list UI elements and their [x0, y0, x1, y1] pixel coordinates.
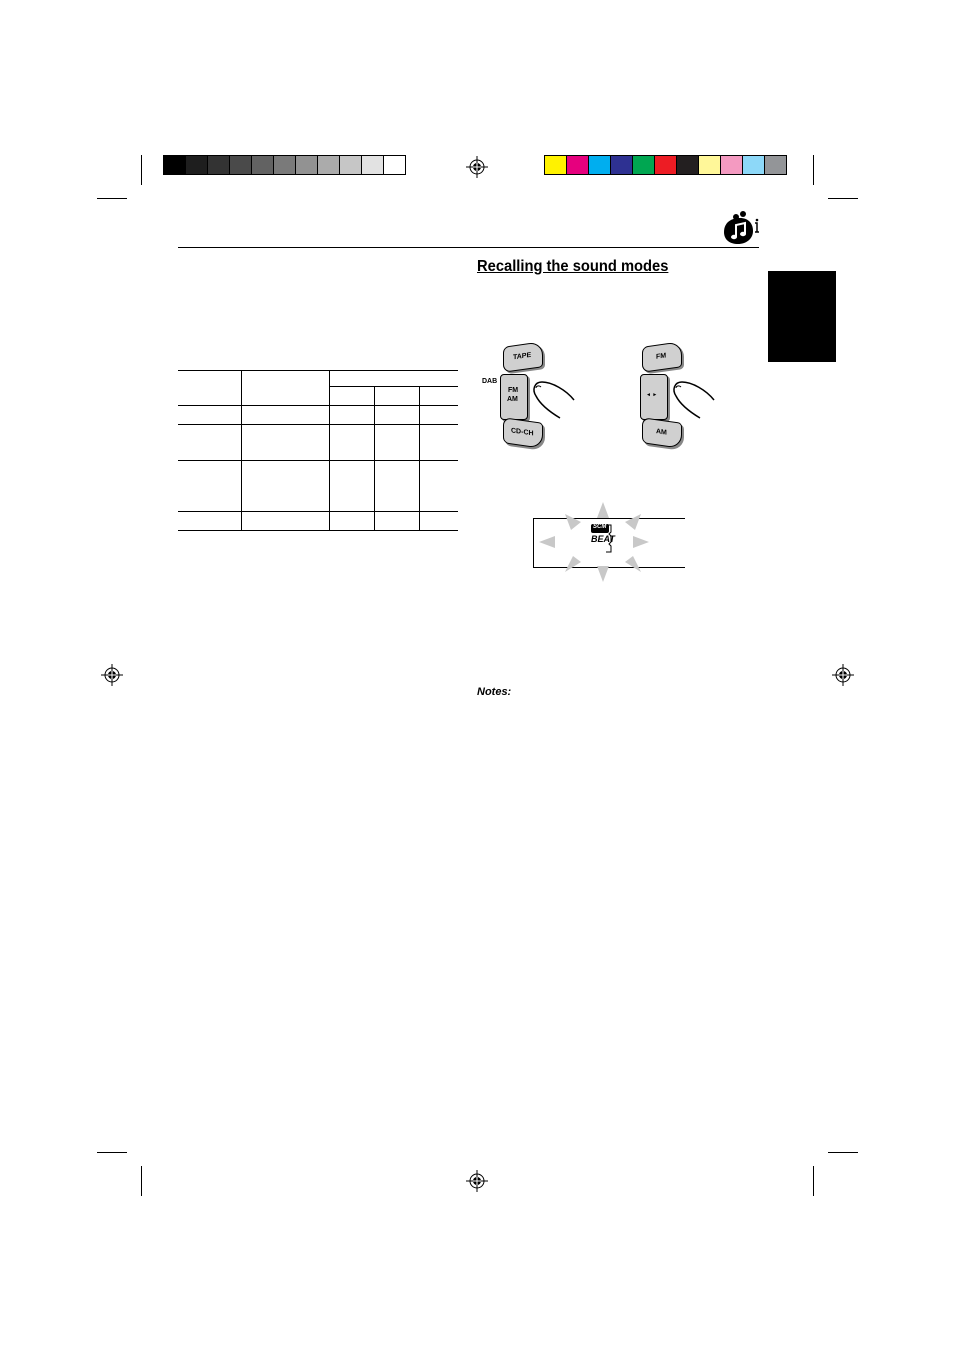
crop-mark — [828, 1152, 858, 1153]
cd-ch-button-label: CD-CH — [511, 427, 534, 438]
table-rule — [178, 370, 458, 371]
table-rule — [329, 370, 330, 530]
table-rule — [178, 511, 458, 512]
notes-heading: Notes: — [477, 686, 512, 698]
dab-label: DAB — [482, 378, 498, 385]
scm-indicator-label: SCM — [593, 524, 607, 530]
remote-illustration-right — [630, 340, 740, 450]
gray-swatch — [339, 155, 362, 175]
crop-mark — [97, 1152, 127, 1153]
tape-button-label: TAPE — [513, 351, 532, 362]
gray-swatch — [383, 155, 406, 175]
color-swatch — [588, 155, 611, 175]
gray-swatch — [185, 155, 208, 175]
color-swatch — [544, 155, 567, 175]
display-illustration — [533, 500, 685, 584]
table-rule — [178, 405, 458, 406]
table-rule — [178, 424, 458, 425]
crop-mark — [141, 155, 142, 185]
table-rule — [419, 386, 420, 530]
table-rule — [329, 386, 458, 387]
fm-label: FM — [508, 387, 519, 394]
remote-illustration-left — [478, 340, 588, 450]
fm-am-button[interactable] — [500, 374, 528, 420]
gray-swatch — [229, 155, 252, 175]
registration-mark-icon — [466, 156, 488, 178]
registration-mark-icon — [832, 664, 854, 686]
finger-press-icon — [670, 376, 716, 426]
display-bracket — [605, 524, 615, 554]
color-swatch — [654, 155, 677, 175]
fm-button[interactable] — [642, 341, 682, 373]
finger-press-icon — [530, 376, 576, 426]
table-rule — [241, 370, 242, 530]
seek-button[interactable] — [640, 374, 668, 420]
gray-swatch — [163, 155, 186, 175]
color-swatch — [632, 155, 655, 175]
table-rule — [178, 530, 458, 531]
crop-mark — [97, 198, 127, 199]
gray-swatch — [317, 155, 340, 175]
registration-mark-icon — [466, 1170, 488, 1192]
color-swatch — [610, 155, 633, 175]
language-tab — [768, 271, 836, 362]
am-label: AM — [507, 396, 518, 403]
am-button-label: AM — [656, 428, 667, 437]
color-swatch — [698, 155, 721, 175]
registration-mark-icon — [101, 664, 123, 686]
color-swatch — [566, 155, 589, 175]
fm-button-label: FM — [656, 352, 667, 361]
table-rule — [374, 386, 375, 530]
gray-swatch — [361, 155, 384, 175]
gray-swatch — [207, 155, 230, 175]
gray-swatch — [295, 155, 318, 175]
gray-swatch — [273, 155, 296, 175]
crop-mark — [828, 198, 858, 199]
color-swatch — [764, 155, 787, 175]
crop-mark — [813, 1166, 814, 1196]
sound-mode-label: BEAT — [591, 534, 615, 544]
crop-mark — [141, 1166, 142, 1196]
header-rule — [178, 247, 759, 248]
color-swatch — [676, 155, 699, 175]
music-note-icon — [720, 210, 762, 246]
tape-button[interactable] — [503, 341, 543, 373]
seek-button-label: ◄ ► — [646, 392, 658, 398]
color-swatch — [720, 155, 743, 175]
crop-mark — [813, 155, 814, 185]
gray-swatch — [251, 155, 274, 175]
section-title: Recalling the sound modes — [477, 258, 669, 275]
color-swatch — [742, 155, 765, 175]
table-rule — [178, 460, 458, 461]
